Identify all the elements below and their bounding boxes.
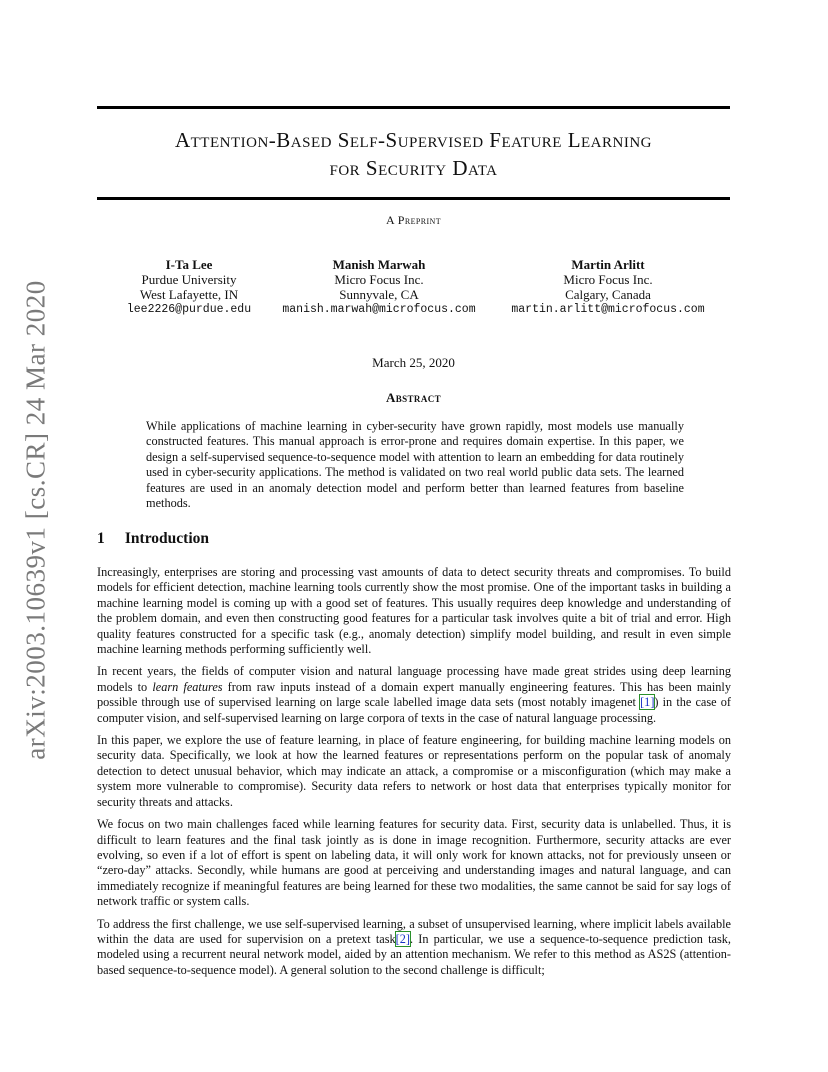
author-email[interactable]: martin.arlitt@microfocus.com: [511, 303, 705, 316]
author-location: West Lafayette, IN: [139, 287, 239, 302]
author-affiliation: Purdue University: [141, 272, 237, 287]
paragraph-text: . In particular, we use a sequence-to-sequence prediction task, modeled using a recurrent neural network model, aided by an attention mechanism. We refer to this method as AS2S (attention-based sequence-to-sequence model). A general solution to the second challenge is difficult;: [97, 931, 731, 977]
author-name: I-Ta Lee: [165, 257, 213, 272]
paragraph-3: In this paper, we explore the use of feature learning, in place of feature engineering, for building machine learning models on security data. Specifically, we look at how the learned features or representations perform on the popular task of anomaly detection to detect unusual behavior, which may indicate an attack, a compromise or a misconfiguration (which may make a system more vulnerable to compromise). Security data refers to network or host data that enterprises typically monitor for security threats and attacks.: [97, 733, 731, 809]
title-top-rule: [97, 106, 730, 109]
section-title: Introduction: [124, 530, 209, 547]
section-number: 1: [97, 530, 105, 547]
paragraph-2: [97, 664, 731, 726]
preprint-label: A Preprint: [385, 213, 441, 227]
author-block-2: [272, 257, 486, 317]
author-affiliation: Micro Focus Inc.: [334, 272, 424, 287]
abstract-heading: Abstract: [385, 390, 442, 405]
title-line-1: Attention-Based Self-Supervised Feature Learning: [174, 128, 653, 152]
paragraph-text: To address the first challenge, we use self-supervised learning, a subset of unsupervised learning, where implicit labels available within the data are used for supervision on a pretext task: [97, 916, 731, 946]
author-email[interactable]: manish.marwah@microfocus.com: [282, 303, 476, 316]
citation-link-1[interactable]: [1]: [640, 695, 655, 710]
section-heading: [97, 530, 209, 548]
paragraph-4: We focus on two main challenges faced while learning features for security data. First, security data is unlabelled. Thus, it is difficult to learn features and the final task jointly as is done in image recognition. Furthermore, security attacks are ever evolving, so even if a lot of effort is spent on labeling data, it will only work for known attacks, not for previously unseen or “zero-day” attacks. Secondly, while humans are good at perceiving and understanding images and natural language, and can immediately recognize if meaningful features are being learned for these two modalities, the same cannot be said for say logs of network traffic or system calls.: [97, 817, 731, 909]
paragraph-5: [97, 917, 731, 979]
paragraph-text: In recent years, the fields of computer vision and natural language processing have made great strides using deep learning models to: [97, 664, 731, 694]
author-location: Sunnyvale, CA: [339, 287, 419, 302]
author-location: Calgary, Canada: [565, 287, 651, 302]
author-email[interactable]: lee2226@purdue.edu: [126, 303, 252, 316]
author-name: Manish Marwah: [332, 257, 426, 272]
paragraph-1: Increasingly, enterprises are storing and processing vast amounts of data to detect security threats and compromises. To build models for efficient detection, machine learning tools currently show the most promise. One of the important tasks in building a machine learning model is coming up with a good set of features. This usually requires deep knowledge and understanding of the problem domain, and even then constructing good features for a particular task involves quite a bit of trial and error. High quality features constructed for a specific task (e.g., anomaly detection) simplify model building, and result in even simple machine learning methods performing sufficiently well.: [97, 565, 731, 657]
arxiv-stamp-text: arXiv:2003.10639v1 [cs.CR] 24 Mar 2020: [20, 280, 51, 760]
author-block-1: [104, 257, 274, 317]
author-affiliation: Micro Focus Inc.: [563, 272, 653, 287]
paragraph-text: ) in the case of computer vision, and self-supervised learning on large corpora of texts in the case of natural language processing.: [97, 695, 731, 725]
paper-title: [97, 126, 730, 182]
author-block-3: [502, 257, 714, 317]
paper-date: March 25, 2020: [372, 355, 455, 370]
abstract-text: While applications of machine learning in cyber-security have grown rapidly, most models use manually constructed features. This manual approach is error-prone and requires domain expertise. In this paper, we design a self-supervised sequence-to-sequence model with attention to learn an embedding for data routinely used in cyber-security applications. The method is validated on two real world public data sets. The learned features are used in an anomaly detection model and perform better than learned features from baseline methods.: [146, 419, 684, 511]
arxiv-stamp: [0, 0, 51, 760]
citation-link-2[interactable]: [2]: [395, 931, 411, 946]
title-line-2: for Security Data: [329, 156, 498, 180]
author-name: Martin Arlitt: [571, 257, 645, 272]
introduction-body: [97, 565, 731, 985]
emphasis-text: learn features: [152, 679, 223, 694]
paragraph-text: from raw inputs instead of a domain expert manually engineering features. This has been mainly possible through use of supervised learning on large scale labelled image data sets (most notably imagenet: [97, 679, 731, 710]
title-bottom-rule: [97, 197, 730, 200]
